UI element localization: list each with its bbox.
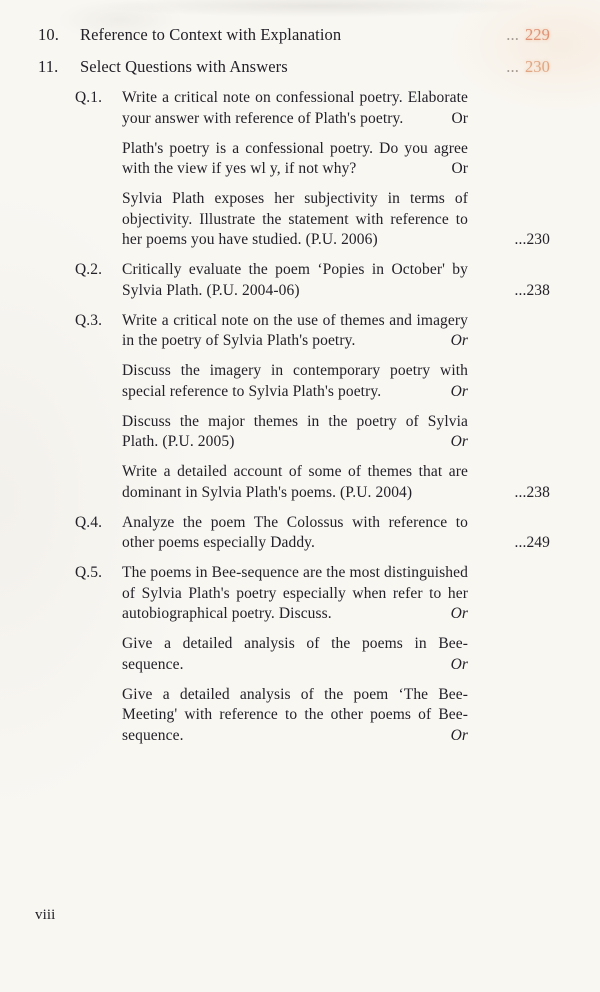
toc-item [38,25,550,46]
or-label: Or [450,605,468,622]
question-paragraph [122,361,468,402]
question-row [38,139,550,180]
toc-item-number: 10. [38,25,59,44]
question-row [38,260,550,301]
paragraph-text: Give a detailed analysis of the poem ‘The Bee-Meeting' with reference to the other poems of Bee-sequence. [122,685,468,744]
question-number: Q.2. [75,261,103,278]
toc-page-number: 229 [524,25,550,44]
page-reference: ...238 [514,483,550,501]
toc-page-reference [288,57,550,78]
question-row [38,412,550,453]
toc-item-label: Reference to Context with Explanation [80,25,342,44]
paragraph-text: Critically evaluate the poem ‘Popies in October' by Sylvia Plath. (P.U. 2004-06) [122,261,468,299]
question-paragraph [122,88,468,129]
paragraph-text: Plath's poetry is a confessional poetry. Do you agree with the view if yes wl y, if not why? [122,139,468,177]
question-row [38,361,550,402]
question-number-spacer [75,412,122,453]
question-row [38,685,550,747]
paragraph-text: Write a critical note on confessional poetry. Elaborate your answer with reference of Plath's poetry. [122,89,468,127]
or-label: Or [450,433,468,450]
paragraph-text: The poems in Bee-sequence are the most distinguished of Sylvia Plath's poetry especially when refer to her autobiographical poetry. Discuss. [122,564,468,622]
question-paragraph [122,462,468,503]
question-paragraph [122,634,468,675]
question-paragraph [122,139,468,180]
paragraph-text: Discuss the imagery in contemporary poetry with special reference to Sylvia Plath's poetry. [122,362,468,400]
question-paragraph [122,189,468,251]
question-row [38,189,550,251]
question-number-spacer [75,462,122,503]
footer-page-number: viii [35,907,56,923]
question-number: Q.1. [75,89,103,106]
toc-item-number: 11. [38,56,59,76]
question-paragraph [122,513,468,554]
or-label: Or [451,109,468,127]
question-paragraph [122,260,468,301]
question-number-spacer [75,189,122,251]
page-reference: ...230 [514,231,550,248]
question-paragraph [122,563,468,625]
question-row [38,462,550,503]
leader-dots: ... [506,56,519,76]
paragraph-text: Analyze the poem The Colossus with reference to other poems especially Daddy. [122,513,468,551]
or-label: Or [450,726,468,744]
leader-dots: ... [506,25,519,44]
question-number-spacer [75,685,122,747]
paragraph-text: Write a detailed account of some of themes that are dominant in Sylvia Plath's poems. (P.U. 2004) [122,463,468,501]
page-reference: ...238 [514,281,550,299]
question-number: Q.4. [75,513,103,531]
or-label: Or [450,655,468,673]
toc-item [38,57,550,78]
question-paragraph [122,685,468,747]
toc-item-label: Select Questions with Answers [80,56,288,76]
question-row [38,311,550,352]
paragraph-text: Write a critical note on the use of themes and imagery in the poetry of Sylvia Plath's poetry. [122,311,468,349]
question-paragraph [122,311,468,352]
question-row [38,513,550,554]
paragraph-text: Sylvia Plath exposes her subjectivity in terms of objectivity. Illustrate the statement with reference to her poems you have studied. (P.U. 2006) [122,190,468,248]
toc-page-number: 230 [524,56,550,76]
question-number-spacer [75,634,122,675]
question-number: Q.3. [75,311,103,329]
toc-page-reference [341,25,550,46]
or-label: Or [451,160,468,177]
paragraph-text: Give a detailed analysis of the poems in Bee-sequence. [122,635,468,673]
or-label: Or [450,382,468,400]
or-label: Or [450,332,468,349]
question-number-spacer [75,139,122,180]
paragraph-text: Discuss the major themes in the poetry of Sylvia Plath. (P.U. 2005) [122,412,468,450]
question-number-spacer [75,361,122,402]
question-number: Q.5. [75,564,103,581]
question-row [38,88,550,129]
question-row [38,634,550,675]
question-row [38,563,550,625]
question-paragraph [122,412,468,453]
page-reference: ...249 [514,534,550,551]
